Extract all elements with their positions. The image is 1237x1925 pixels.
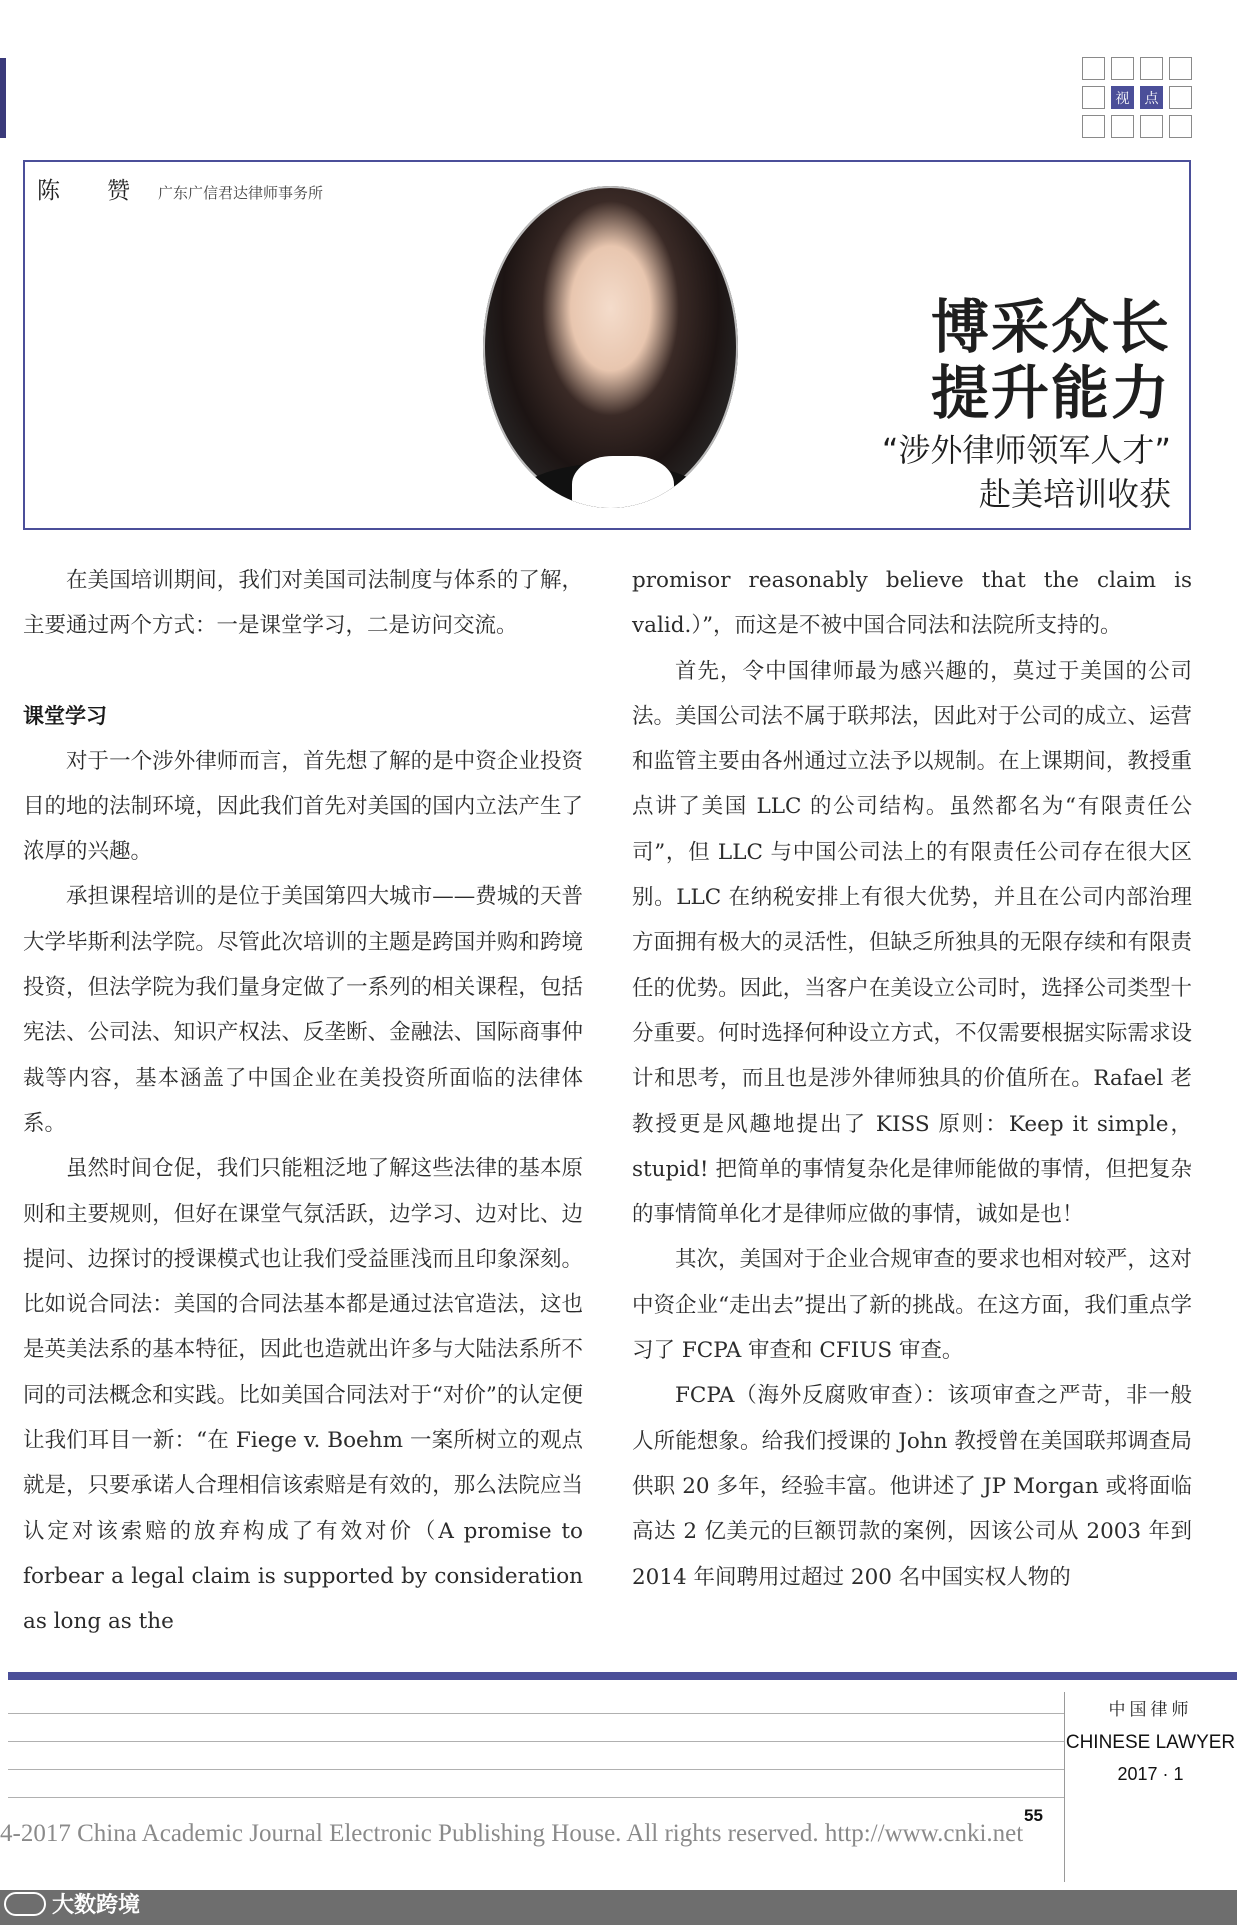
section-heading: 课堂学习 bbox=[23, 703, 107, 728]
grid-cell bbox=[1169, 115, 1192, 138]
section-grid bbox=[1082, 57, 1192, 138]
magazine-info bbox=[1064, 1695, 1237, 1785]
edge-accent-bar bbox=[0, 58, 6, 138]
grid-cell bbox=[1111, 57, 1134, 80]
intro-paragraph: 在美国培训期间，我们对美国司法制度与体系的了解，主要通过两个方式：一是课堂学习，二是访问交流。 bbox=[23, 568, 583, 639]
copyright-notice: 4-2017 China Academic Journal Electronic Publishing House. All rights reserved. http://www.cnki.net bbox=[0, 1820, 1024, 1847]
portrait-collar bbox=[572, 456, 674, 508]
bottom-bar bbox=[0, 1890, 1237, 1925]
watermark-logo-icon bbox=[4, 1892, 46, 1916]
body-paragraph: 对于一个涉外律师而言，首先想了解的是中资企业投资目的地的法制环境，因此我们首先对美国的国内立法产生了浓厚的兴趣。 bbox=[23, 748, 583, 865]
author-byline bbox=[37, 172, 323, 205]
author-organization: 广东广信君达律师事务所 bbox=[158, 184, 324, 202]
watermark bbox=[4, 1888, 140, 1919]
footer-line bbox=[8, 1769, 1064, 1770]
body-paragraph: 其次，美国对于企业合规审查的要求也相对较严，这对中资企业“走出去”提出了新的挑战。在这方面，我们重点学习了 FCPA 审查和 CFIUS 审查。 bbox=[632, 1247, 1192, 1364]
grid-cell bbox=[1082, 86, 1105, 109]
page-number: 55 bbox=[1024, 1806, 1043, 1825]
grid-cell bbox=[1111, 115, 1134, 138]
watermark-text: 大数跨境 bbox=[52, 1893, 141, 1918]
body-column-left bbox=[23, 558, 583, 1645]
footer-line bbox=[8, 1741, 1064, 1742]
subtitle-line-2: 赴美培训收获 bbox=[978, 475, 1171, 513]
title-line-1: 博采众长 bbox=[930, 293, 1171, 361]
body-paragraph: FCPA（海外反腐败审查）：该项审查之严苛，非一般人所能想象。给我们授课的 John 教授曾在美国联邦调查局供职 20 多年，经验丰富。他讲述了 JP Morgan 或将面临高达 2 亿美元的巨额罚款的案例，因该公司从 2003 年到 2014 年间聘用过超过 200 名中国实权人物的 bbox=[632, 1383, 1192, 1590]
body-paragraph: 首先，令中国律师最为感兴趣的，莫过于美国的公司法。美国公司法不属于联邦法，因此对于公司的成立、运营和监管主要由各州通过立法予以规制。在上课期间，教授重点讲了美国 LLC 的公司结构。虽然都名为“有限责任公司”，但 LLC 与中国公司法上的有限责任公司存在很大区别。LLC 在纳税安排上有很大优势，并且在公司内部治理方面拥有极大的灵活性，但缺乏所独具的无限存续和有限责任的优势。因此，当客户在美设立公司时，选择公司类型十分重要。何时选择何种设立方式，不仅需要根据实际需求设计和思考，而且也是涉外律师独具的价值所在。Rafael 老教授更是风趣地提出了 KISS 原则：Keep it simple，stupid! 把简单的事情复杂化是律师能做的事情，但把复杂的事情简单化才是律师应做的事情，诚如是也！ bbox=[632, 658, 1192, 1228]
body-paragraph: 虽然时间仓促，我们只能粗泛地了解这些法律的基本原则和主要规则，但好在课堂气氛活跃，边学习、边对比、边提问、边探讨的授课模式也让我们受益匪浅而且印象深刻。比如说合同法：美国的合同法基本都是通过法官造法，这也是英美法系的基本特征，因此也造就出许多与大陆法系所不同的司法概念和实践。比如美国合同法对于“对价”的认定便让我们耳目一新：“在 Fiege v. Boehm 一案所树立的观点就是，只要承诺人合理相信该索赔是有效的，那么法院应当认定对该索赔的放弃构成了有效对价（A promise to forbear a legal claim is supported by consideration as long as the bbox=[23, 1156, 583, 1635]
author-portrait bbox=[483, 186, 738, 508]
section-label-char: 视 bbox=[1111, 86, 1134, 109]
body-paragraph: 承担课程培训的是位于美国第四大城市——费城的天普大学毕斯利法学院。尽管此次培训的主题是跨国并购和跨境投资，但法学院为我们量身定做了一系列的相关课程，包括宪法、公司法、知识产权法、反垄断、金融法、国际商事仲裁等内容，基本涵盖了中国企业在美投资所面临的法律体系。 bbox=[23, 884, 583, 1136]
magazine-name-cn: 中国律师 bbox=[1108, 1700, 1193, 1720]
article-title bbox=[882, 294, 1171, 514]
issue-number: 2017 · 1 bbox=[1117, 1764, 1184, 1784]
author-name: 陈 赞 bbox=[37, 178, 142, 204]
subtitle-line-1: “涉外律师领军人才” bbox=[881, 431, 1171, 469]
grid-cell bbox=[1140, 57, 1163, 80]
body-column-right bbox=[632, 558, 1192, 1600]
section-label-char: 点 bbox=[1140, 86, 1163, 109]
footer-line bbox=[8, 1713, 1064, 1714]
grid-cell bbox=[1082, 57, 1105, 80]
footer-line bbox=[8, 1797, 1064, 1798]
grid-cell bbox=[1082, 115, 1105, 138]
grid-cell bbox=[1140, 115, 1163, 138]
grid-cell bbox=[1169, 57, 1192, 80]
continued-paragraph: promisor reasonably believe that the claim is valid.）”，而这是不被中国合同法和法院所支持的。 bbox=[632, 568, 1192, 639]
grid-cell bbox=[1169, 86, 1192, 109]
footer-rule bbox=[8, 1672, 1237, 1680]
magazine-name-en: CHINESE LAWYER bbox=[1065, 1732, 1236, 1753]
article-header bbox=[23, 160, 1191, 530]
title-line-2: 提升能力 bbox=[930, 359, 1171, 427]
